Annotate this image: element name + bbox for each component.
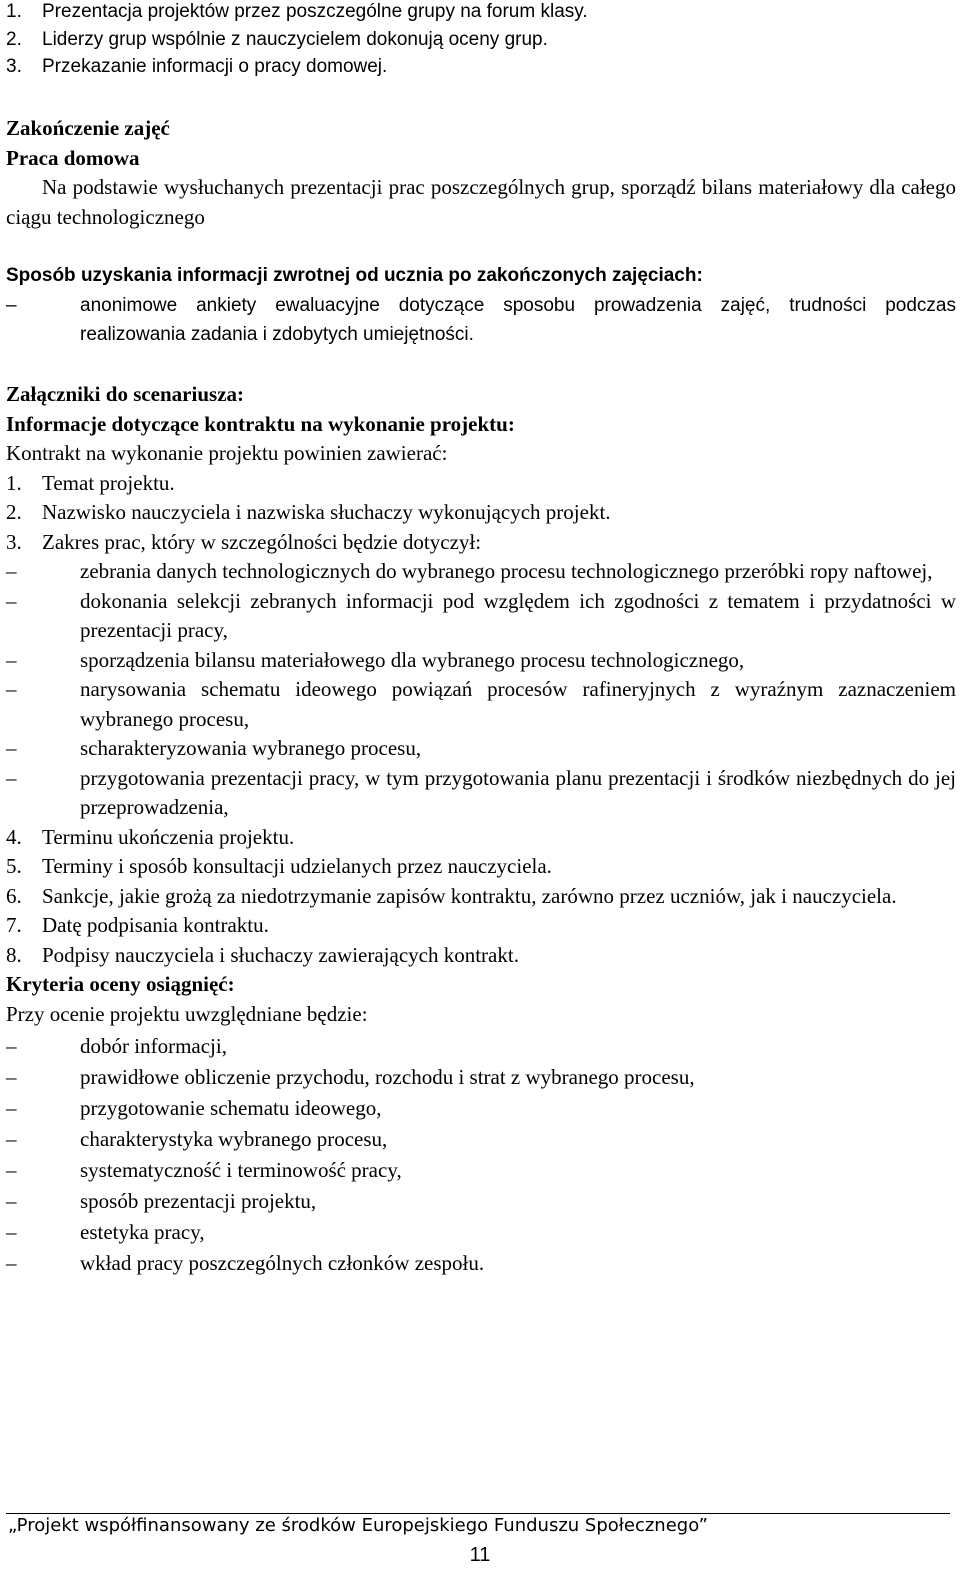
dash-bullet: – [6,588,17,613]
list-item [6,587,956,646]
list-item [6,528,956,558]
list-text: sporządzenia bilansu materiałowego dla wybranego procesu technologicznego, [80,647,745,672]
list-item [6,1031,956,1062]
dash-bullet: – [6,1065,17,1089]
list-text: Datę podpisania kontraktu. [42,913,269,937]
dash-bullet: – [6,1127,17,1151]
contract-intro: Kontrakt na wykonanie projektu powinien zawierać: [6,441,448,465]
dash-bullet: – [6,1158,17,1182]
dash-bullet: – [6,294,17,316]
page-number: 11 [469,1544,491,1566]
list-item [6,852,956,882]
list-number: 6. [6,883,22,908]
list-number: 1. [6,470,22,495]
list-text: dobór informacji, [80,1034,227,1058]
list-text: Sankcje, jakie grożą za niedotrzymanie zapisów kontraktu, zarówno przez uczniów, jak i nauczyciela. [42,883,897,908]
list-text: Przekazanie informacji o pracy domowej. [42,56,388,77]
contract-heading: Informacje dotyczące kontraktu na wykonanie projektu: [6,411,515,436]
list-number: 2. [6,500,22,524]
attachments-section [6,380,956,1279]
list-item [6,291,956,350]
list-text: dokonania selekcji zebranych informacji pod względem ich zgodności z tematem i przydatności w prezentacji pracy, [80,588,956,642]
list-text: estetyka pracy, [80,1220,205,1244]
list-item [6,26,956,54]
dash-bullet: – [6,647,17,672]
list-number: 5. [6,854,22,878]
attachments-heading: Załączniki do scenariusza: [6,382,245,406]
homework-heading: Praca domowa [6,145,140,170]
list-text: przygotowania prezentacji pracy, w tym przygotowania planu prezentacji i środków niezbędnych do jej przeprowadzenia, [80,765,956,819]
criteria-list [6,1029,956,1279]
list-item [6,53,956,81]
ending-section [6,114,956,232]
list-item [6,941,956,971]
list-number: 3. [6,529,22,554]
list-item [6,1248,956,1279]
list-text: przygotowanie schematu ideowego, [80,1096,382,1120]
list-number: 8. [6,942,22,967]
list-text: Terminu ukończenia projektu. [42,824,295,849]
list-item [6,1217,956,1248]
list-number: 4. [6,824,22,849]
list-item [6,675,956,734]
list-item [6,911,956,941]
dash-bullet: – [6,1220,17,1244]
list-item [6,1155,956,1186]
feedback-heading: Sposób uzyskania informacji zwrotnej od ucznia po zakończonych zajęciach: [6,265,703,286]
list-text: Nazwisko nauczyciela i nazwiska słuchaczy wykonujących projekt. [42,500,611,524]
list-text: narysowania schematu ideowego powiązań procesów rafineryjnych z wyraźnym zaznaczeniem wybranego procesu, [80,677,956,731]
list-text: anonimowe ankiety ewaluacyjne dotyczące sposobu prowadzenia zajęć, trudności podczas realizowania zadania i zdobytych umiejętności. [80,294,956,345]
list-text: sposób prezentacji projektu, [80,1189,317,1213]
list-text: prawidłowe obliczenie przychodu, rozchodu i strat z wybranego procesu, [80,1065,695,1089]
list-text: Terminy i sposób konsultacji udzielanych przez nauczyciela. [42,854,552,878]
dash-bullet: – [6,677,17,701]
dash-bullet: – [6,559,17,583]
dash-bullet: – [6,1034,17,1058]
list-item [6,1062,956,1093]
list-text: scharakteryzowania wybranego procesu, [80,736,422,760]
list-number: 1. [6,1,22,22]
list-number: 7. [6,913,22,937]
feedback-section [6,261,956,350]
criteria-intro: Przy ocenie projektu uwzględniane będzie: [6,1001,368,1026]
list-text: wkład pracy poszczególnych członków zespołu. [80,1251,485,1275]
list-item [6,734,956,764]
homework-text: Na podstawie wysłuchanych prezentacji prac poszczególnych grup, sporządź bilans materiałowy dla całego ciągu technologicznego [6,175,956,229]
list-item [6,557,956,587]
list-text: Podpisy nauczyciela i słuchaczy zawierających kontrakt. [42,942,519,967]
list-item [6,469,956,499]
list-item [6,1186,956,1217]
list-text: Zakres prac, który w szczególności będzie dotyczył: [42,529,482,554]
dash-bullet: – [6,765,17,790]
list-item [6,1093,956,1124]
dash-bullet: – [6,1189,17,1213]
list-text: Temat projektu. [42,470,175,495]
list-item [6,498,956,528]
list-item [6,0,956,26]
list-text: zebrania danych technologicznych do wybranego procesu technologicznego przeróbki ropy naftowej, [80,559,933,583]
intro-list [6,0,956,81]
list-item [6,646,956,676]
dash-bullet: – [6,736,17,760]
criteria-heading: Kryteria oceny osiągnięć: [6,972,235,996]
list-number: 2. [6,28,22,50]
list-item [6,823,956,853]
list-text: Prezentacja projektów przez poszczególne grupy na forum klasy. [42,1,588,22]
ending-heading: Zakończenie zajęć [6,116,170,140]
list-item [6,882,956,912]
dash-bullet: – [6,1251,17,1275]
dash-bullet: – [6,1096,17,1120]
list-item [6,1124,956,1155]
list-number: 3. [6,56,22,77]
list-text: Liderzy grup wspólnie z nauczycielem dokonują oceny grup. [42,28,548,50]
list-text: charakterystyka wybranego procesu, [80,1127,388,1151]
footer-text: „Projekt współfinansowany ze środków Europejskiego Funduszu Społecznego” [8,1515,708,1536]
list-text: systematyczność i terminowość pracy, [80,1158,402,1182]
list-item [6,764,956,823]
